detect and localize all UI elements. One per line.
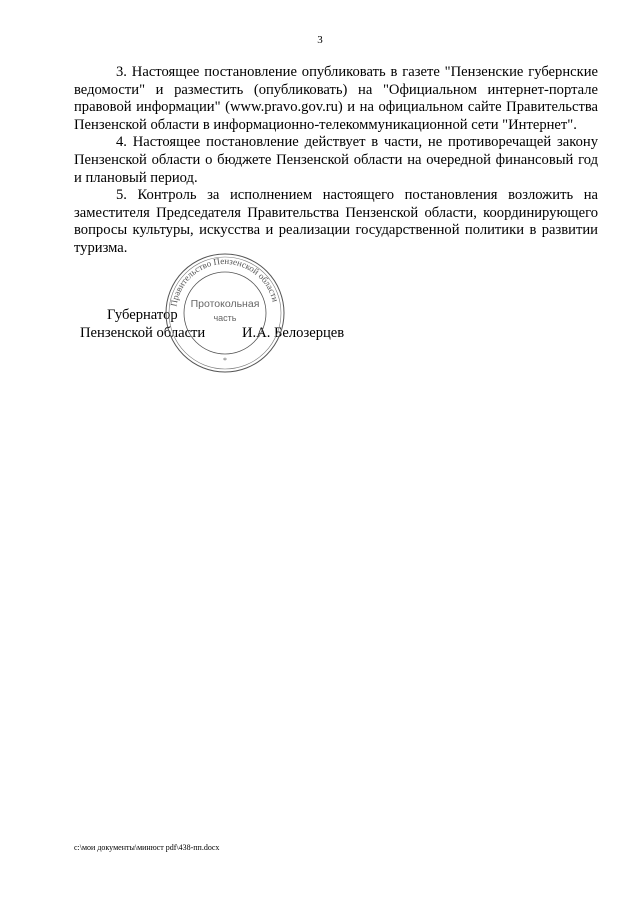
document-body (74, 64, 598, 258)
paragraph-5: 5. Контроль за исполнением настоящего постановления возложить на заместителя Председателя Правительства Пензенской области, координирующего вопросы культуры, искусства и реализации государственной политики в развитии туризма. (74, 187, 598, 256)
stamp-inner-line1: Протокольная (190, 298, 260, 310)
page-number: 3 (317, 34, 323, 46)
stamp-inner-line2: часть (213, 313, 237, 323)
file-path-footer: c:\мои документы\минюст pdf\438-пп.docx (74, 843, 220, 852)
stamp-outer-text: Правительство Пензенской области (168, 255, 281, 308)
signature-block (0, 300, 640, 380)
paragraph-3: 3. Настоящее постановление опубликовать в газете "Пензенские губернские ведомости" и разместить (опубликовать) на "Официальном интернет-портале правовой информации" (www.pravo.gov.ru) и на официальном сайте Правительства Пензенской области в информационно-телекоммуникационной сети "Интернет". (74, 64, 598, 133)
signatory-name: И.А. Белозерцев (242, 325, 345, 341)
paragraph-4: 4. Настоящее постановление действует в части, не противоречащей закону Пензенской области о бюджете Пензенской области на очередной финансовый год и плановый период. (74, 134, 598, 186)
signature-title-line2: Пензенской области (80, 325, 206, 341)
signature-title-line1: Губернатор (107, 307, 178, 323)
stamp-star-icon: * (223, 356, 227, 365)
official-seal-stamp (163, 251, 287, 375)
